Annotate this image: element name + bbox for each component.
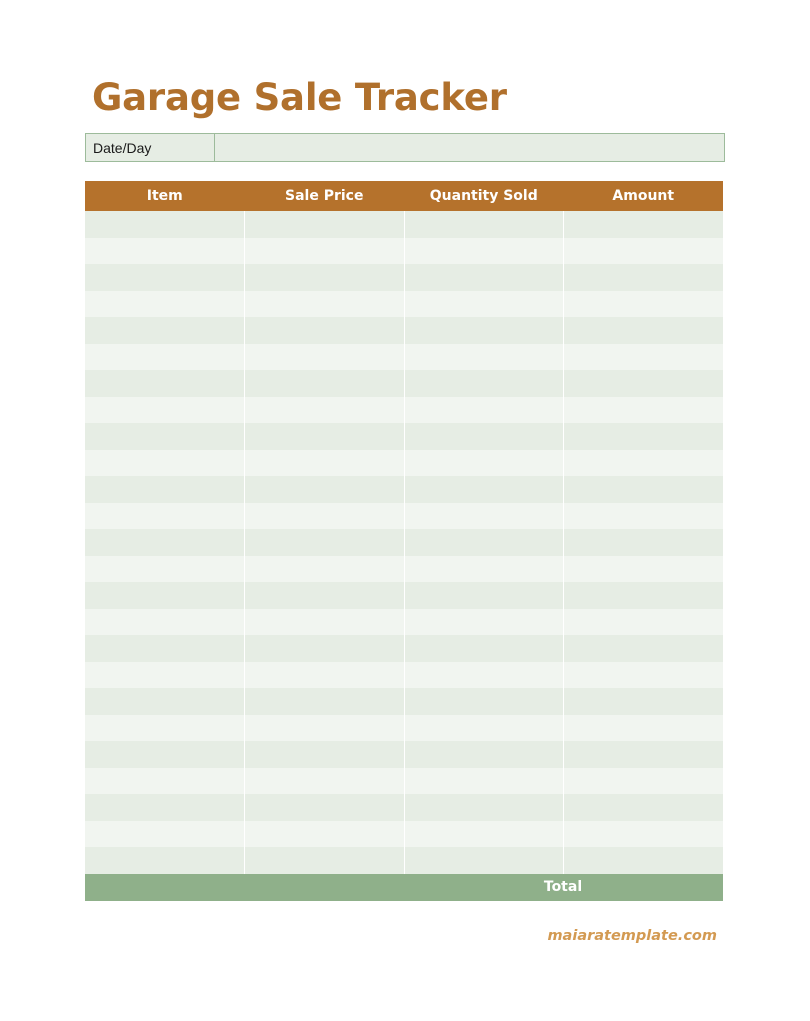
table-row — [85, 609, 723, 636]
table-header — [85, 181, 723, 211]
cell-quantity-sold[interactable] — [405, 662, 565, 689]
cell-quantity-sold[interactable] — [405, 291, 565, 318]
column-header-quantity-sold: Quantity Sold — [429, 188, 538, 204]
cell-amount[interactable] — [564, 476, 723, 503]
table-row — [85, 317, 723, 344]
cell-sale-price[interactable] — [245, 768, 405, 795]
table-row — [85, 741, 723, 768]
cell-amount[interactable] — [564, 450, 723, 477]
cell-item[interactable] — [85, 794, 245, 821]
cell-quantity-sold[interactable] — [405, 317, 565, 344]
table-row — [85, 291, 723, 318]
cell-amount[interactable] — [564, 238, 723, 265]
page-title: Garage Sale Tracker — [92, 76, 507, 119]
cell-amount[interactable] — [564, 635, 723, 662]
cell-item[interactable] — [85, 609, 245, 636]
cell-quantity-sold[interactable] — [405, 211, 565, 238]
date-day-label: Date/Day — [86, 134, 215, 161]
cell-amount[interactable] — [564, 715, 723, 742]
cell-amount[interactable] — [564, 344, 723, 371]
cell-quantity-sold[interactable] — [405, 768, 565, 795]
cell-sale-price[interactable] — [245, 344, 405, 371]
cell-sale-price[interactable] — [245, 556, 405, 583]
cell-item[interactable] — [85, 662, 245, 689]
footer-spacer — [85, 874, 483, 901]
cell-quantity-sold[interactable] — [405, 397, 565, 424]
cell-sale-price[interactable] — [245, 794, 405, 821]
cell-quantity-sold[interactable] — [405, 264, 565, 291]
website-url: maiaratemplate.com — [547, 928, 717, 944]
cell-quantity-sold[interactable] — [405, 741, 565, 768]
cell-amount[interactable] — [564, 847, 723, 874]
cell-sale-price[interactable] — [245, 397, 405, 424]
cell-sale-price[interactable] — [245, 688, 405, 715]
date-day-row — [85, 133, 725, 162]
table-row — [85, 503, 723, 530]
column-header-amount: Amount — [612, 188, 675, 204]
table-row — [85, 476, 723, 503]
cell-item[interactable] — [85, 423, 245, 450]
cell-sale-price[interactable] — [245, 450, 405, 477]
table-row — [85, 370, 723, 397]
cell-item[interactable] — [85, 635, 245, 662]
sales-table — [85, 181, 723, 901]
table-row — [85, 238, 723, 265]
table-row — [85, 688, 723, 715]
cell-sale-price[interactable] — [245, 715, 405, 742]
cell-item[interactable] — [85, 264, 245, 291]
table-row — [85, 264, 723, 291]
cell-item[interactable] — [85, 715, 245, 742]
cell-amount[interactable] — [564, 317, 723, 344]
cell-quantity-sold[interactable] — [405, 344, 565, 371]
cell-amount[interactable] — [564, 503, 723, 530]
cell-item[interactable] — [85, 741, 245, 768]
table-row — [85, 821, 723, 848]
cell-item[interactable] — [85, 529, 245, 556]
cell-amount[interactable] — [564, 688, 723, 715]
cell-quantity-sold[interactable] — [405, 635, 565, 662]
cell-sale-price[interactable] — [245, 662, 405, 689]
cell-amount[interactable] — [564, 370, 723, 397]
cell-item[interactable] — [85, 821, 245, 848]
cell-sale-price[interactable] — [245, 370, 405, 397]
column-header-sale-price: Sale Price — [285, 188, 364, 204]
cell-item[interactable] — [85, 503, 245, 530]
cell-item[interactable] — [85, 688, 245, 715]
table-footer — [85, 874, 723, 901]
cell-quantity-sold[interactable] — [405, 529, 565, 556]
cell-item[interactable] — [85, 397, 245, 424]
cell-quantity-sold[interactable] — [405, 370, 565, 397]
cell-quantity-sold[interactable] — [405, 688, 565, 715]
cell-item[interactable] — [85, 847, 245, 874]
cell-quantity-sold[interactable] — [405, 715, 565, 742]
cell-sale-price[interactable] — [245, 423, 405, 450]
cell-amount[interactable] — [564, 768, 723, 795]
cell-amount[interactable] — [564, 556, 723, 583]
table-row — [85, 847, 723, 874]
cell-item[interactable] — [85, 582, 245, 609]
cell-sale-price[interactable] — [245, 476, 405, 503]
table-row — [85, 794, 723, 821]
cell-sale-price[interactable] — [245, 821, 405, 848]
table-row — [85, 662, 723, 689]
cell-item[interactable] — [85, 476, 245, 503]
cell-quantity-sold[interactable] — [405, 794, 565, 821]
cell-sale-price[interactable] — [245, 582, 405, 609]
cell-amount[interactable] — [564, 582, 723, 609]
cell-amount[interactable] — [564, 264, 723, 291]
cell-amount[interactable] — [564, 741, 723, 768]
cell-item[interactable] — [85, 291, 245, 318]
table-row — [85, 529, 723, 556]
cell-amount[interactable] — [564, 794, 723, 821]
cell-quantity-sold[interactable] — [405, 609, 565, 636]
table-row — [85, 768, 723, 795]
cell-item[interactable] — [85, 211, 245, 238]
table-row — [85, 715, 723, 742]
column-header-item: Item — [146, 188, 183, 204]
total-value-cell[interactable] — [643, 874, 723, 901]
cell-amount[interactable] — [564, 423, 723, 450]
cell-item[interactable] — [85, 768, 245, 795]
cell-sale-price[interactable] — [245, 609, 405, 636]
table-row — [85, 397, 723, 424]
cell-quantity-sold[interactable] — [405, 503, 565, 530]
cell-quantity-sold[interactable] — [405, 238, 565, 265]
table-row — [85, 450, 723, 477]
cell-amount[interactable] — [564, 397, 723, 424]
table-row — [85, 344, 723, 371]
date-day-field[interactable] — [215, 134, 724, 161]
cell-item[interactable] — [85, 344, 245, 371]
cell-item[interactable] — [85, 238, 245, 265]
table-row — [85, 635, 723, 662]
cell-sale-price[interactable] — [245, 211, 405, 238]
cell-sale-price[interactable] — [245, 317, 405, 344]
cell-amount[interactable] — [564, 662, 723, 689]
cell-sale-price[interactable] — [245, 635, 405, 662]
cell-sale-price[interactable] — [245, 503, 405, 530]
table-row — [85, 211, 723, 238]
cell-sale-price[interactable] — [245, 264, 405, 291]
total-label: Total — [543, 878, 583, 895]
cell-sale-price[interactable] — [245, 291, 405, 318]
cell-quantity-sold[interactable] — [405, 556, 565, 583]
table-row — [85, 556, 723, 583]
cell-quantity-sold[interactable] — [405, 847, 565, 874]
cell-amount[interactable] — [564, 211, 723, 238]
cell-item[interactable] — [85, 450, 245, 477]
cell-amount[interactable] — [564, 291, 723, 318]
cell-sale-price[interactable] — [245, 238, 405, 265]
cell-quantity-sold[interactable] — [405, 423, 565, 450]
table-row — [85, 582, 723, 609]
cell-item[interactable] — [85, 317, 245, 344]
cell-item[interactable] — [85, 556, 245, 583]
cell-sale-price[interactable] — [245, 847, 405, 874]
cell-amount[interactable] — [564, 821, 723, 848]
cell-quantity-sold[interactable] — [405, 450, 565, 477]
cell-sale-price[interactable] — [245, 741, 405, 768]
table-body — [85, 211, 723, 874]
cell-sale-price[interactable] — [245, 529, 405, 556]
table-row — [85, 423, 723, 450]
cell-item[interactable] — [85, 370, 245, 397]
cell-quantity-sold[interactable] — [405, 476, 565, 503]
cell-quantity-sold[interactable] — [405, 821, 565, 848]
cell-amount[interactable] — [564, 609, 723, 636]
cell-amount[interactable] — [564, 529, 723, 556]
cell-quantity-sold[interactable] — [405, 582, 565, 609]
